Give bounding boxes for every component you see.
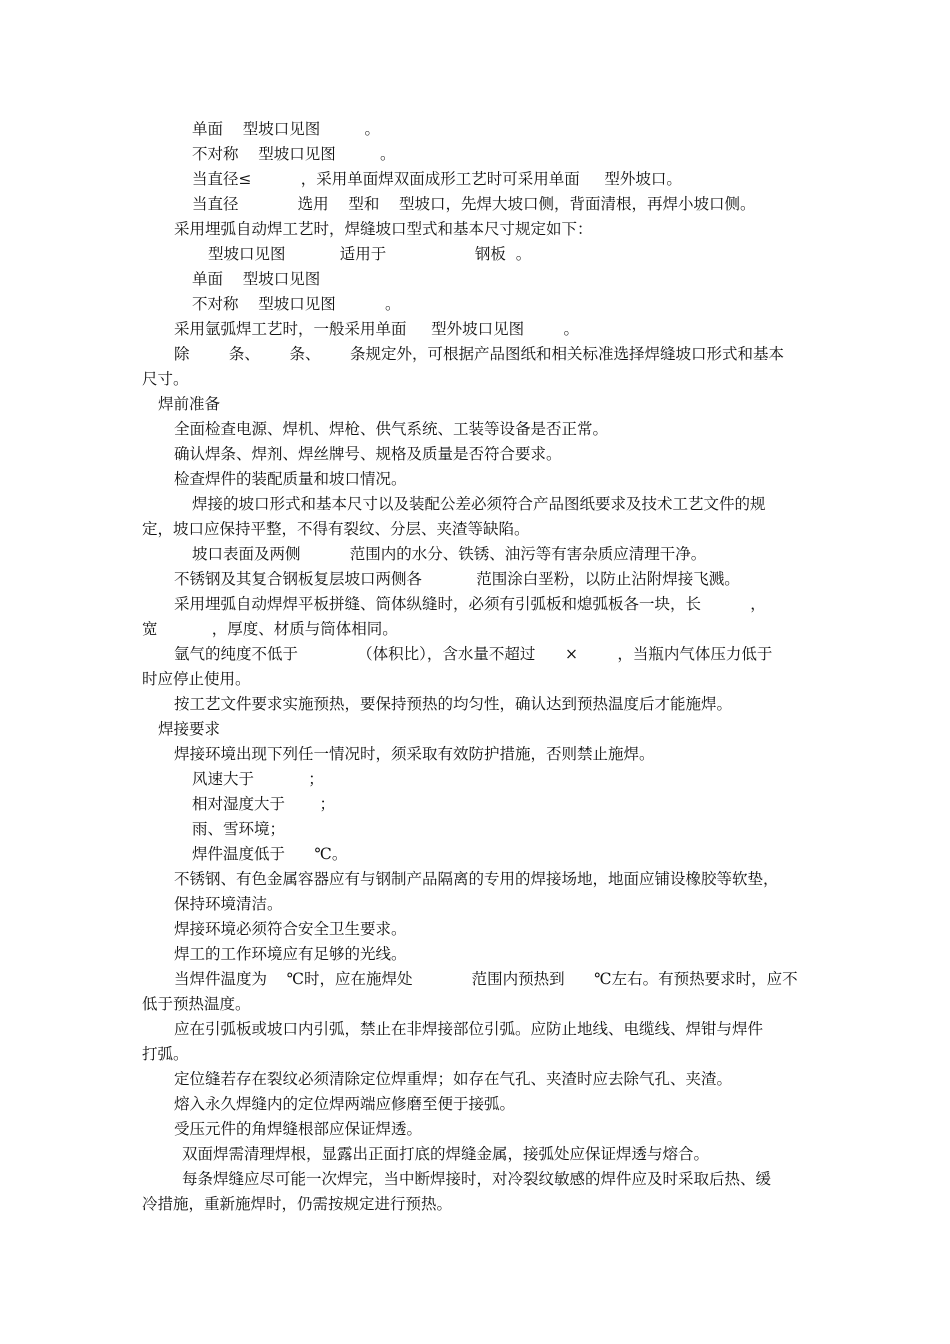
text-line: 坡口表面及两侧 范围内的水分、铁锈、油污等有害杂质应清理干净。	[192, 545, 707, 563]
list-item: 焊件温度低于 ℃。	[192, 845, 348, 863]
text-line: 当直径≤ ，采用单面焊双面成形工艺时可采用单面 型外坡口。	[192, 170, 682, 188]
text-line: 冷措施，重新施焊时，仍需按规定进行预热。	[142, 1195, 453, 1213]
list-item: 雨、雪环境；	[192, 820, 286, 838]
text-line: 氩气的纯度不低于 （体积比），含水量不超过 × ，当瓶内气体压力低于	[174, 645, 773, 663]
text-line: 低于预热温度。	[142, 995, 251, 1013]
text-line: 定位缝若存在裂纹必须清除定位焊重焊；如存在气孔、夹渣时应去除气孔、夹渣。	[174, 1070, 733, 1088]
text-line: 按工艺文件要求实施预热，要保持预热的均匀性，确认达到预热温度后才能施焊。	[174, 695, 733, 713]
text-line: 尺寸。	[142, 370, 189, 388]
section-heading: 焊接要求	[158, 720, 221, 738]
text-line: 除 条、 条、 条规定外，可根据产品图纸和相关标准选择焊缝坡口形式和基本	[174, 345, 785, 363]
text-line: 不对称 型坡口见图 。	[192, 145, 396, 163]
text-line: 当焊件温度为 ℃时，应在施焊处 范围内预热到 ℃左右。有预热要求时，应不	[174, 970, 798, 988]
text-line: 全面检查电源、焊机、焊枪、供气系统、工装等设备是否正常。	[174, 420, 609, 438]
text-line: 打弧。	[142, 1045, 189, 1063]
text-line: 焊工的工作环境应有足够的光线。	[174, 945, 407, 963]
text-line: 采用埋弧自动焊焊平板拼缝、筒体纵缝时，必须有引弧板和熄弧板各一块，长 ，	[174, 595, 766, 613]
section-heading: 焊前准备	[158, 395, 221, 413]
text-line: 保持环境清洁。	[174, 895, 283, 913]
text-line: 单面 型坡口见图	[192, 270, 321, 288]
list-item: 风速大于 ；	[192, 770, 324, 788]
text-line: 焊接环境必须符合安全卫生要求。	[174, 920, 407, 938]
text-line: 熔入永久焊缝内的定位焊两端应修磨至便于接弧。	[174, 1095, 516, 1113]
text-line: 不对称 型坡口见图 。	[192, 295, 401, 313]
text-line: 不锈钢及其复合钢板复层坡口两侧各 范围涂白垩粉，以防止沾附焊接飞溅。	[174, 570, 740, 588]
text-line: 不锈钢、有色金属容器应有与钢制产品隔离的专用的焊接场地，地面应铺设橡胶等软垫，	[174, 870, 779, 888]
text-line: 采用氩弧焊工艺时，一般采用单面 型外坡口见图 。	[174, 320, 580, 338]
text-line: 双面焊需清理焊根，显露出正面打底的焊缝金属，接弧处应保证焊透与熔合。	[182, 1145, 710, 1163]
text-line: 单面 型坡口见图 。	[192, 120, 381, 138]
text-line: 焊接的坡口形式和基本尺寸以及装配公差必须符合产品图纸要求及技术工艺文件的规	[192, 495, 766, 513]
text-line: 型坡口见图 适用于 钢板 。	[208, 245, 532, 263]
text-line: 采用埋弧自动焊工艺时，焊缝坡口型式和基本尺寸规定如下：	[174, 220, 593, 238]
text-line: 定，坡口应保持平整，不得有裂纹、分层、夹渣等缺陷。	[142, 520, 530, 538]
text-line: 受压元件的角焊缝根部应保证焊透。	[174, 1120, 423, 1138]
list-item: 相对湿度大于 ；	[192, 795, 335, 813]
text-line: 焊接环境出现下列任一情况时，须采取有效防护措施，否则禁止施焊。	[174, 745, 655, 763]
text-line: 检查焊件的装配质量和坡口情况。	[174, 470, 407, 488]
text-line: 当直径 选用 型和 型坡口，先焊大坡口侧，背面清根，再焊小坡口侧。	[192, 195, 756, 213]
text-line: 确认焊条、焊剂、焊丝牌号、规格及质量是否符合要求。	[174, 445, 562, 463]
text-line: 宽 ，厚度、材质与筒体相同。	[142, 620, 398, 638]
text-line: 应在引弧板或坡口内引弧，禁止在非焊接部位引弧。应防止地线、电缆线、焊钳与焊件	[174, 1020, 764, 1038]
text-line: 每条焊缝应尽可能一次焊完，当中断焊接时，对冷裂纹敏感的焊件应及时采取后热、缓	[182, 1170, 772, 1188]
text-line: 时应停止使用。	[142, 670, 251, 688]
